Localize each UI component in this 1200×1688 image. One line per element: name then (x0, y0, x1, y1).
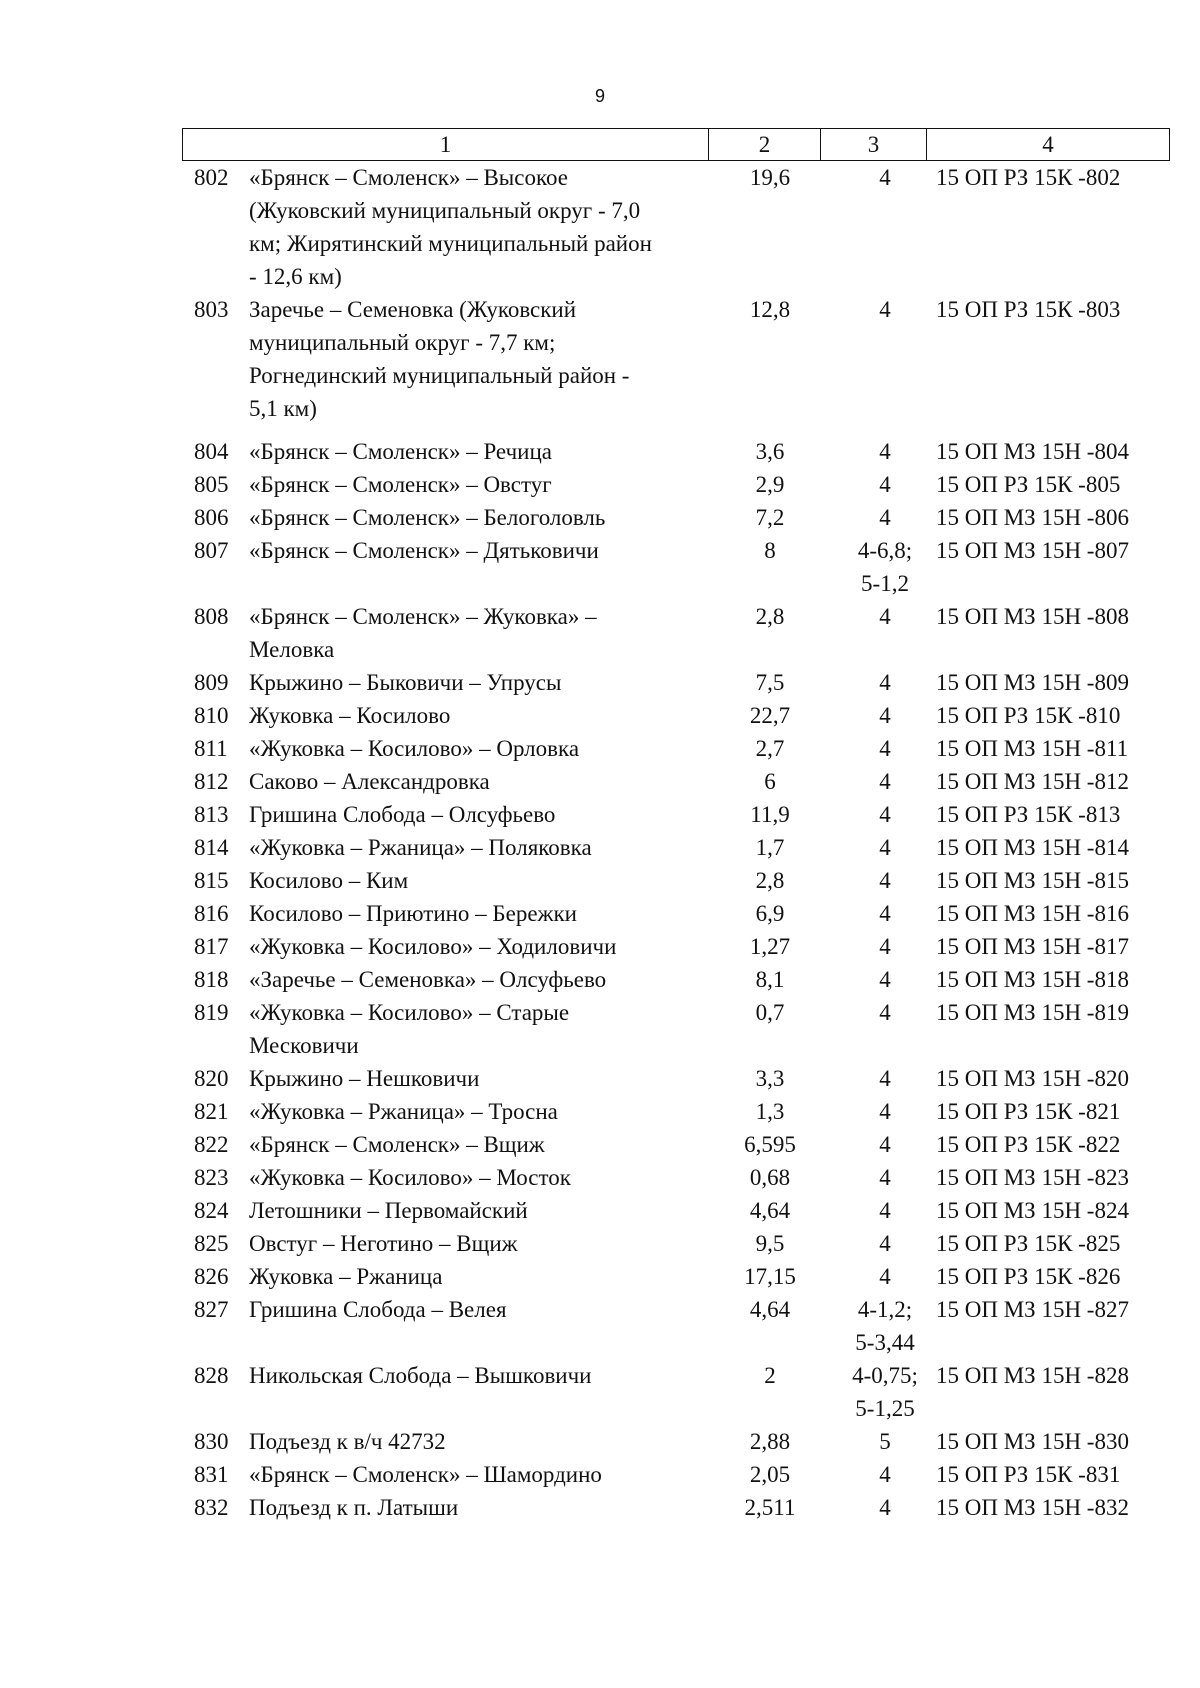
road-id: 15 ОП МЗ 15Н -817 (936, 934, 1129, 959)
road-number: 804 (194, 439, 229, 464)
road-name: «Жуковка – Косилово» – Ходиловичи (249, 934, 617, 959)
road-length: 8 (764, 538, 776, 563)
road-length: 7,2 (755, 505, 785, 530)
road-category: 4 (879, 835, 891, 860)
road-name: «Брянск – Смоленск» – Жуковка» – Меловка (249, 604, 597, 662)
road-category: 4 (879, 703, 891, 728)
road-category: 4 (879, 1000, 891, 1025)
road-number: 824 (194, 1198, 229, 1223)
road-length: 3,6 (755, 439, 785, 464)
roads-table-body (0, 161, 1200, 1524)
road-id: 15 ОП РЗ 15К -813 (936, 802, 1121, 827)
table-row (0, 765, 1200, 798)
road-id: 15 ОП МЗ 15Н -818 (936, 967, 1129, 992)
road-length: 2,7 (755, 736, 785, 761)
road-name: «Жуковка – Косилово» – Старые Месковичи (249, 1000, 570, 1058)
road-id: 15 ОП РЗ 15К -825 (936, 1231, 1121, 1256)
road-number: 817 (194, 934, 229, 959)
road-category: 4 (879, 165, 891, 190)
road-category: 4-0,75; 5-1,25 (852, 1363, 918, 1421)
road-name: Овстуг – Неготино – Вщиж (249, 1231, 518, 1256)
table-row (0, 1359, 1200, 1425)
table-row (0, 666, 1200, 699)
road-number: 820 (194, 1066, 229, 1091)
road-name: Жуковка – Косилово (249, 703, 451, 728)
road-category: 4 (879, 1264, 891, 1289)
road-name: Подъезд к п. Латыши (249, 1495, 459, 1520)
road-number: 822 (194, 1132, 229, 1157)
table-row (0, 1128, 1200, 1161)
road-category: 4 (879, 1132, 891, 1157)
road-id: 15 ОП МЗ 15Н -807 (936, 538, 1129, 563)
road-id: 15 ОП РЗ 15К -822 (936, 1132, 1121, 1157)
table-row (0, 435, 1200, 468)
road-id: 15 ОП РЗ 15К -810 (936, 703, 1121, 728)
road-name: Саково – Александровка (249, 769, 490, 794)
road-number: 813 (194, 802, 229, 827)
road-id: 15 ОП МЗ 15Н -827 (936, 1297, 1129, 1322)
road-number: 830 (194, 1429, 229, 1454)
table-row (0, 501, 1200, 534)
road-category: 4 (879, 1495, 891, 1520)
road-number: 816 (194, 901, 229, 926)
table-row (0, 930, 1200, 963)
road-category: 5 (879, 1429, 891, 1454)
road-number: 812 (194, 769, 229, 794)
table-row (0, 1194, 1200, 1227)
road-number: 823 (194, 1165, 229, 1190)
road-length: 9,5 (755, 1231, 785, 1256)
road-name: Косилово – Приютино – Бережки (249, 901, 577, 926)
road-id: 15 ОП РЗ 15К -805 (936, 472, 1121, 497)
road-id: 15 ОП МЗ 15Н -808 (936, 604, 1129, 629)
road-category: 4 (879, 472, 891, 497)
road-id: 15 ОП МЗ 15Н -824 (936, 1198, 1129, 1223)
road-category: 4-6,8; 5-1,2 (857, 538, 913, 596)
table-row (0, 864, 1200, 897)
road-category: 4 (879, 1165, 891, 1190)
road-length: 6,595 (744, 1132, 796, 1157)
road-length: 4,64 (749, 1198, 791, 1223)
road-id: 15 ОП МЗ 15Н -815 (936, 868, 1129, 893)
road-length: 0,7 (755, 1000, 785, 1025)
road-number: 826 (194, 1264, 229, 1289)
road-name: «Жуковка – Ржаница» – Тросна (249, 1099, 558, 1124)
road-number: 809 (194, 670, 229, 695)
table-row (0, 963, 1200, 996)
road-length: 0,68 (749, 1165, 791, 1190)
table-row (0, 1458, 1200, 1491)
road-number: 805 (194, 472, 229, 497)
road-category: 4 (879, 604, 891, 629)
road-id: 15 ОП МЗ 15Н -832 (936, 1495, 1129, 1520)
table-row (0, 1425, 1200, 1458)
road-id: 15 ОП МЗ 15Н -828 (936, 1363, 1129, 1388)
table-row (0, 798, 1200, 831)
road-number: 828 (194, 1363, 229, 1388)
road-number: 815 (194, 868, 229, 893)
table-header-row (182, 128, 1170, 161)
header-col-2: 2 (709, 129, 821, 160)
road-name: «Брянск – Смоленск» – Высокое (Жуковский муниципальный округ - 7,0 км; Жирятинский муниципальный район - 12,6 км) (249, 165, 652, 289)
road-number: 825 (194, 1231, 229, 1256)
road-category: 4 (879, 736, 891, 761)
road-length: 1,27 (749, 934, 791, 959)
road-category: 4 (879, 1231, 891, 1256)
road-number: 811 (194, 736, 228, 761)
table-row (0, 1293, 1200, 1359)
road-length: 2,9 (755, 472, 785, 497)
road-id: 15 ОП МЗ 15Н -820 (936, 1066, 1129, 1091)
road-length: 7,5 (755, 670, 785, 695)
road-length: 11,9 (750, 802, 790, 827)
road-category: 4 (879, 1198, 891, 1223)
road-id: 15 ОП МЗ 15Н -812 (936, 769, 1129, 794)
road-name: Заречье – Семеновка (Жуковский муниципальный округ - 7,7 км; Рогнединский муниципальный район - 5,1 км) (249, 297, 630, 421)
header-col-3: 3 (821, 129, 927, 160)
road-length: 1,7 (755, 835, 785, 860)
road-id: 15 ОП РЗ 15К -802 (936, 165, 1121, 190)
road-number: 810 (194, 703, 229, 728)
road-category: 4 (879, 297, 891, 322)
road-category: 4 (879, 769, 891, 794)
road-length: 12,8 (749, 297, 791, 322)
road-length: 6 (764, 769, 776, 794)
road-name: «Брянск – Смоленск» – Речица (249, 439, 552, 464)
road-category: 4-1,2; 5-3,44 (855, 1297, 915, 1355)
road-name: «Брянск – Смоленск» – Овстуг (249, 472, 552, 497)
road-length: 22,7 (749, 703, 791, 728)
table-row (0, 699, 1200, 732)
road-length: 2,05 (749, 1462, 791, 1487)
road-name: «Жуковка – Косилово» – Мосток (249, 1165, 571, 1190)
road-number: 831 (194, 1462, 229, 1487)
road-category: 4 (879, 901, 891, 926)
header-col-4: 4 (1042, 131, 1054, 157)
table-row (0, 1062, 1200, 1095)
road-category: 4 (879, 868, 891, 893)
road-name: Крыжино – Быковичи – Упрусы (249, 670, 562, 695)
road-number: 819 (194, 1000, 229, 1025)
road-id: 15 ОП МЗ 15Н -804 (936, 439, 1129, 464)
header-col-1: 1 (183, 129, 709, 160)
road-name: «Жуковка – Ржаница» – Поляковка (249, 835, 592, 860)
road-name: Летошники – Первомайский (249, 1198, 528, 1223)
table-row (0, 600, 1200, 666)
road-number: 818 (194, 967, 229, 992)
road-length: 2,88 (749, 1429, 791, 1454)
table-row (0, 293, 1200, 435)
road-category: 4 (879, 802, 891, 827)
road-id: 15 ОП МЗ 15Н -809 (936, 670, 1129, 695)
road-number: 821 (194, 1099, 229, 1124)
road-length: 8,1 (755, 967, 785, 992)
road-id: 15 ОП МЗ 15Н -823 (936, 1165, 1129, 1190)
road-name: Подъезд к в/ч 42732 (249, 1429, 446, 1454)
table-row (0, 1491, 1200, 1524)
road-category: 4 (879, 505, 891, 530)
road-number: 808 (194, 604, 229, 629)
table-row (0, 831, 1200, 864)
road-name: Жуковка – Ржаница (249, 1264, 443, 1289)
road-id: 15 ОП МЗ 15Н -814 (936, 835, 1129, 860)
road-name: «Брянск – Смоленск» – Белоголовль (249, 505, 606, 530)
road-length: 2,8 (755, 604, 785, 629)
table-row (0, 468, 1200, 501)
road-number: 803 (194, 297, 229, 322)
table-row (0, 1260, 1200, 1293)
road-name: «Брянск – Смоленск» – Дятьковичи (249, 538, 599, 563)
page-number: 9 (594, 86, 605, 106)
road-name: Никольская Слобода – Вышковичи (249, 1363, 592, 1388)
road-name: Косилово – Ким (249, 868, 409, 893)
road-length: 2,511 (744, 1495, 796, 1520)
road-name: «Жуковка – Косилово» – Орловка (249, 736, 580, 761)
road-length: 6,9 (755, 901, 785, 926)
table-row (0, 1095, 1200, 1128)
road-id: 15 ОП МЗ 15Н -806 (936, 505, 1129, 530)
road-number: 807 (194, 538, 229, 563)
road-name: Крыжино – Нешковичи (249, 1066, 480, 1091)
road-category: 4 (879, 670, 891, 695)
table-row (0, 1227, 1200, 1260)
road-number: 832 (194, 1495, 229, 1520)
road-id: 15 ОП МЗ 15Н -819 (936, 1000, 1129, 1025)
road-category: 4 (879, 1066, 891, 1091)
road-id: 15 ОП МЗ 15Н -830 (936, 1429, 1129, 1454)
road-id: 15 ОП МЗ 15Н -816 (936, 901, 1129, 926)
road-length: 3,3 (755, 1066, 785, 1091)
road-id: 15 ОП РЗ 15К -826 (936, 1264, 1121, 1289)
road-number: 802 (194, 165, 229, 190)
road-name: Гришина Слобода – Велея (249, 1297, 507, 1322)
road-number: 827 (194, 1297, 229, 1322)
road-name: «Брянск – Смоленск» – Вщиж (249, 1132, 545, 1157)
road-category: 4 (879, 967, 891, 992)
road-category: 4 (879, 1099, 891, 1124)
road-name: Гришина Слобода – Олсуфьево (249, 802, 556, 827)
road-number: 806 (194, 505, 229, 530)
road-id: 15 ОП МЗ 15Н -811 (936, 736, 1129, 761)
road-name: «Заречье – Семеновка» – Олсуфьево (249, 967, 607, 992)
road-category: 4 (879, 1462, 891, 1487)
road-length: 2,8 (755, 868, 785, 893)
table-row (0, 897, 1200, 930)
road-length: 19,6 (749, 165, 791, 190)
road-length: 17,15 (744, 1264, 796, 1289)
table-row (0, 161, 1200, 293)
road-id: 15 ОП РЗ 15К -803 (936, 297, 1121, 322)
road-id: 15 ОП РЗ 15К -831 (936, 1462, 1121, 1487)
road-id: 15 ОП РЗ 15К -821 (936, 1099, 1121, 1124)
road-length: 2 (764, 1363, 776, 1388)
road-length: 1,3 (755, 1099, 785, 1124)
road-number: 814 (194, 835, 229, 860)
road-category: 4 (879, 934, 891, 959)
table-row (0, 996, 1200, 1062)
road-name: «Брянск – Смоленск» – Шамордино (249, 1462, 602, 1487)
road-category: 4 (879, 439, 891, 464)
table-row (0, 1161, 1200, 1194)
table-row (0, 534, 1200, 600)
road-length: 4,64 (749, 1297, 791, 1322)
table-row (0, 732, 1200, 765)
